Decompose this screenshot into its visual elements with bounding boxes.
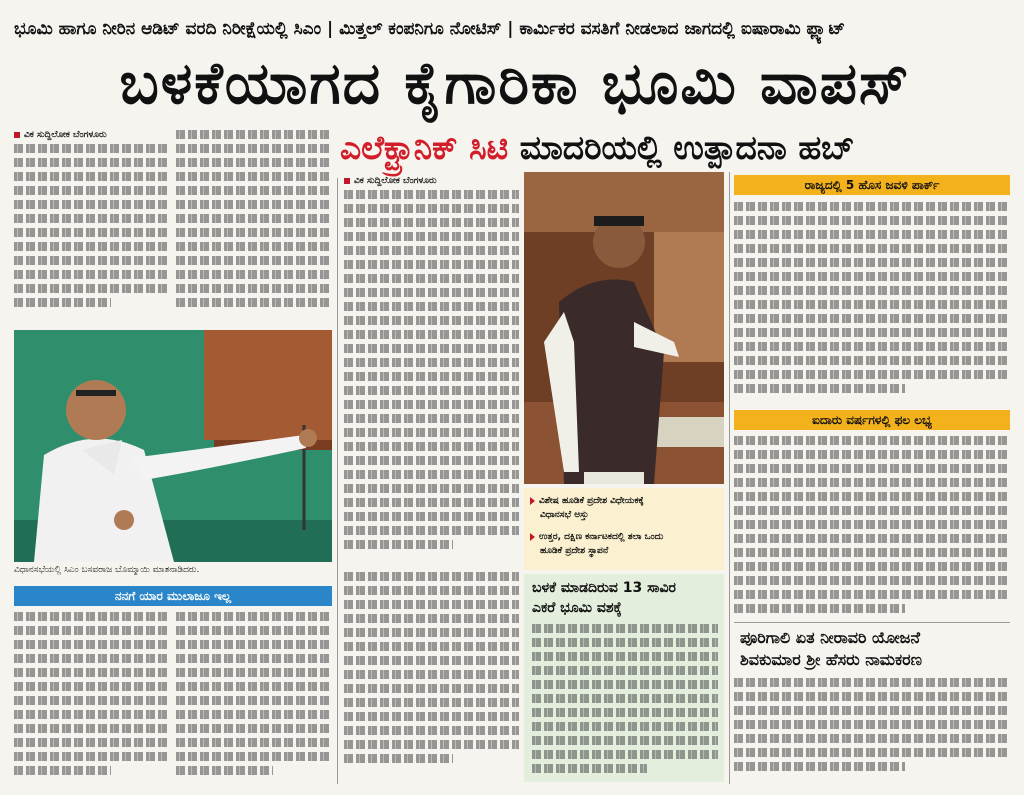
section-bar-results: ಐದಾರು ವರ್ಷಗಳಲ್ಲಿ ಫಲ ಲಭ್ಯ (734, 410, 1010, 430)
article-left-col-2 (176, 130, 332, 320)
article-left-col-3 (14, 612, 170, 782)
land-box-title-2: ಎಕರೆ ಭೂಮಿ ವಶಕ್ಕೆ (532, 600, 622, 616)
article-mid-col-2 (344, 572, 519, 782)
bullet-icon (530, 533, 535, 541)
article-right-col-2 (734, 436, 1010, 618)
byline-mid (344, 176, 437, 186)
irrigation-title-2: ಶಿವಕುಮಾರ ಶ್ರೀ ಹೆಸರು ನಾಮಕರಣ (740, 650, 922, 669)
column-rule-1 (337, 178, 338, 784)
photo-cm (14, 330, 332, 562)
section-rule (734, 622, 1010, 623)
highlight-2b: ಹೂಡಿಕೆ ಪ್ರದೇಶ ಸ್ಥಾಪನೆ (540, 546, 609, 556)
subheadline-black: ಮಾದರಿಯಲ್ಲಿ ಉತ್ಪಾದನಾ ಹಬ್ (519, 128, 855, 167)
photo-minister-illustration (524, 172, 724, 484)
article-right-col-1 (734, 202, 1010, 402)
column-rule-2 (729, 172, 730, 784)
article-mid-col-1 (344, 190, 519, 564)
byline-mid-text: ವಿಕ ಸುದ್ದಿಲೋಕ ಬೆಂಗಳೂರು (354, 176, 437, 186)
section-bar-no-obligation: ನನಗೆ ಯಾರ ಮುಲಾಜೂ ಇಲ್ಲ (14, 586, 332, 606)
bullet-icon (530, 497, 535, 505)
byline-marker-icon (344, 178, 350, 184)
highlight-1b: ವಿಧಾನಸಭೆ ಅಸ್ತು (540, 510, 589, 520)
section-bar-textile-parks: ರಾಜ್ಯದಲ್ಲಿ 5 ಹೊಸ ಜವಳಿ ಪಾರ್ಕ್ (734, 175, 1010, 195)
kicker-line: ಭೂಮಿ ಹಾಗೂ ನೀರಿನ ಆಡಿಟ್ ವರದಿ ನಿರೀಕ್ಷೆಯಲ್ಲಿ ಸಿಎಂ | ಮಿತ್ತಲ್ ಕಂಪನಿಗೂ ನೋಟಿಸ್ | ಕಾರ್ಮಿಕರ ವಸತಿಗೆ ನೀಡಲಾದ ಜಾಗದಲ್ಲಿ ಐಷಾರಾಮಿ ಫ್ಲ್ಯಾಟ್ (14, 19, 846, 39)
subheadline (340, 124, 1020, 172)
photo-minister (524, 172, 724, 484)
photo-cm-illustration (14, 330, 332, 562)
photo-cm-caption: ವಿಧಾನಸಭೆಯಲ್ಲಿ ಸಿಎಂ ಬಸವರಾಜ ಬೊಮ್ಮಾಯಿ ಮಾತನಾಡಿದರು. (14, 565, 200, 575)
byline-left (14, 130, 107, 140)
irrigation-title-1: ಪೂರಿಗಾಲಿ ಏತ ನೀರಾವರಿ ಯೋಜನೆ (740, 628, 920, 647)
article-left-col-4 (176, 612, 332, 782)
article-left-col-1 (14, 144, 170, 320)
main-headline: ಬಳಕೆಯಾಗದ ಕೈಗಾರಿಕಾ ಭೂಮಿ ವಾಪಸ್ (119, 49, 911, 117)
highlight-2: ಉತ್ತರ, ದಕ್ಷಿಣ ಕರ್ನಾಟಕದಲ್ಲಿ ತಲಾ ಒಂದು (530, 532, 663, 542)
irrigation-text (734, 678, 1010, 782)
land-box-title-1: ಬಳಕೆ ಮಾಡದಿರುವ 13 ಸಾವಿರ (532, 580, 676, 596)
highlight-1: ವಿಶೇಷ ಹೂಡಿಕೆ ಪ್ರದೇಶ ವಿಧೇಯಕಕ್ಕೆ (530, 496, 644, 506)
byline-marker-icon (14, 132, 20, 138)
byline-left-text: ವಿಕ ಸುದ್ದಿಲೋಕ ಬೆಂಗಳೂರು (24, 130, 107, 140)
subheadline-red: ಎಲೆಕ್ಟ್ರಾನಿಕ್ ಸಿಟಿ (340, 128, 509, 167)
land-box-text (532, 624, 718, 778)
